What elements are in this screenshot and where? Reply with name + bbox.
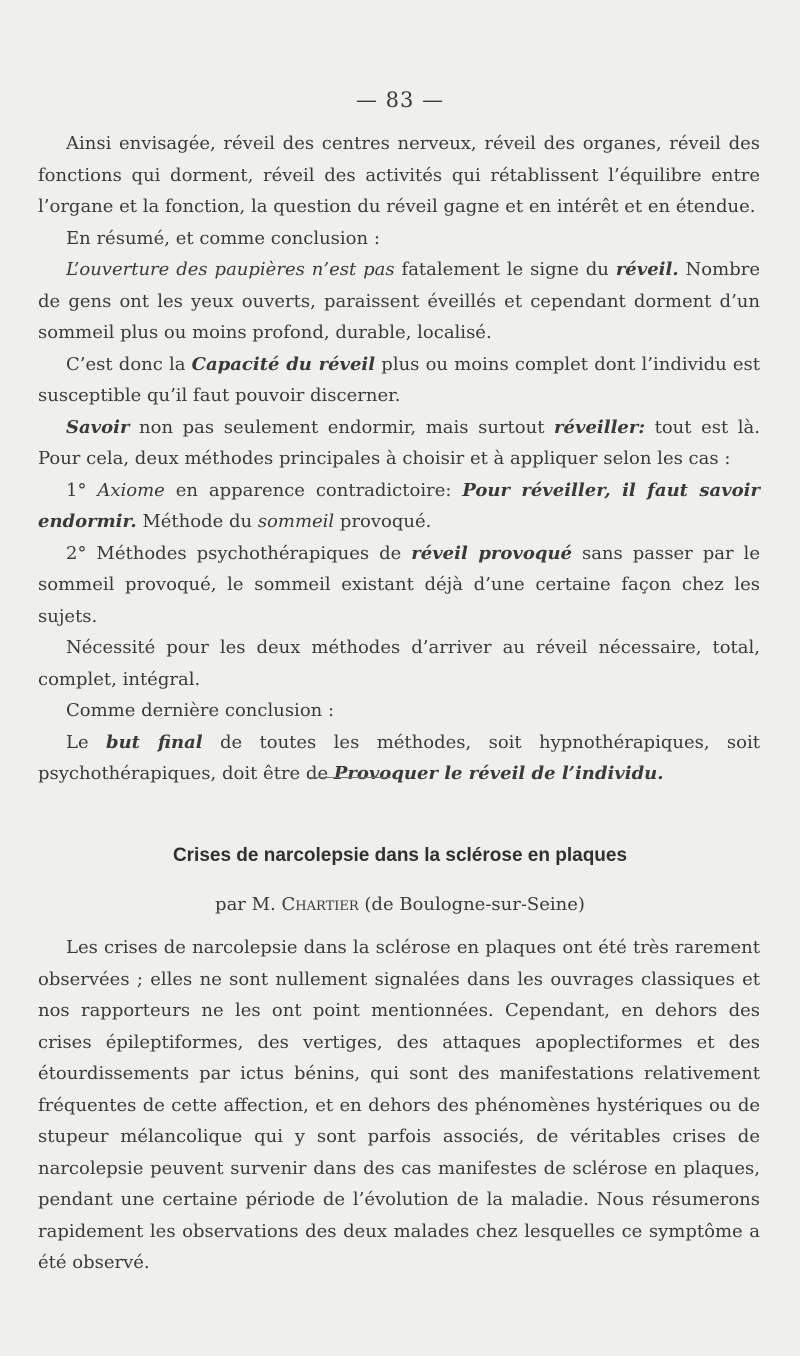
text-run: fatalement le signe du (394, 259, 616, 280)
paragraph-2: En résumé, et comme conclusion : (66, 227, 380, 249)
emphasis-text: Provoquer le réveil de l’individu. (333, 763, 664, 784)
emphasis-text: réveil provoqué (411, 542, 572, 564)
emphasis-text: Capacité du réveil (191, 353, 376, 375)
text-run: Nombre de gens ont les yeux ouverts, paraissent éveillés et cependant dorment d’un sommeil plus ou moins profond, durable, localisé. (38, 259, 760, 343)
paragraph-4 (38, 349, 760, 412)
author-byline (0, 894, 800, 915)
text-run: sans passer par le sommeil provoqué, le sommeil existant déjà d’une certaine façon chez les sujets. (38, 542, 760, 627)
emphasis-text: réveil. (615, 259, 679, 280)
emphasis-text: Axiome (97, 479, 165, 501)
paragraph-10 (38, 727, 760, 790)
page-number: — 83 — (355, 88, 445, 112)
emphasis-text: Savoir (66, 416, 130, 438)
text-run: Méthode du (136, 511, 258, 532)
text-run: en apparence contradictoire: (164, 479, 463, 501)
paragraph-6 (38, 475, 760, 538)
paragraph-5 (38, 412, 760, 475)
text-run: non pas seulement endormir, mais surtout (129, 416, 555, 438)
emphasis-text: Pour réveiller, il faut savoir endormir. (38, 479, 760, 532)
text-run: 2° Méthodes psychothérapiques de (66, 542, 412, 564)
paragraph-1: Ainsi envisagée, réveil des centres nerveux, réveil des organes, réveil des fonctions qui dorment, réveil des activités qui rétablissent l’équilibre entre l’organe et la fonction, la question du réveil gagne et en intérêt et en étendue. (38, 133, 760, 217)
paragraph-3 (38, 254, 760, 349)
emphasis-text: L’ouverture des paupières n’est pas (66, 259, 395, 280)
text-run: provoqué. (334, 511, 432, 532)
emphasis-text: but final (105, 731, 203, 753)
paragraph-8: Nécessité pour les deux méthodes d’arriver au réveil nécessaire, total, complet, intégral. (38, 637, 760, 690)
text-run: C’est donc la (66, 353, 192, 375)
text-run: Le (66, 731, 106, 753)
text-run: de toutes les méthodes, soit hypnothérapiques, soit psychothérapiques, doit être de (38, 731, 760, 784)
text-run: tout est là. Pour cela, deux méthodes principales à choisir et à appliquer selon les cas : (38, 416, 760, 469)
author-name: Chartier (281, 894, 359, 915)
paragraph-7 (38, 538, 760, 633)
emphasis-text: réveiller: (554, 416, 645, 438)
text-run: 1° (66, 479, 98, 501)
section-divider (307, 777, 391, 778)
main-text (38, 128, 760, 790)
paragraph-11: Les crises de narcolepsie dans la sclérose en plaques ont été très rarement observées ; elles ne sont nullement signalées dans les ouvrages classiques et nos rapporteurs ne les ont point mentionnées. Cependant, en dehors des crises épileptiformes, des vertiges, des attaques apoplectiformes et des étourdissements par ictus bénins, qui sont des manifestations relativement fréquentes de cette affection, et en dehors des phénomènes hystériques ou de stupeur mélancolique qui y sont parfois associés, de véritables crises de narcolepsie peuvent survenir dans des cas manifestes de sclérose en plaques, pendant une certaine période de l’évolution de la maladie. Nous résumerons rapidement les observations des deux malades chez lesquelles ce symptôme a été observé. (38, 937, 760, 1273)
byline-suffix: (de Boulogne-sur-Seine) (358, 894, 585, 915)
paragraph-9: Comme dernière conclusion : (66, 700, 335, 721)
section-title: Crises de narcolepsie dans la sclérose en plaques (172, 845, 628, 866)
emphasis-text: sommeil (257, 511, 335, 532)
text-run: plus ou moins complet dont l’individu est susceptible qu’il faut pouvoir discerner. (38, 353, 760, 406)
byline-prefix: par M. (215, 894, 282, 915)
section-text (38, 932, 760, 1279)
